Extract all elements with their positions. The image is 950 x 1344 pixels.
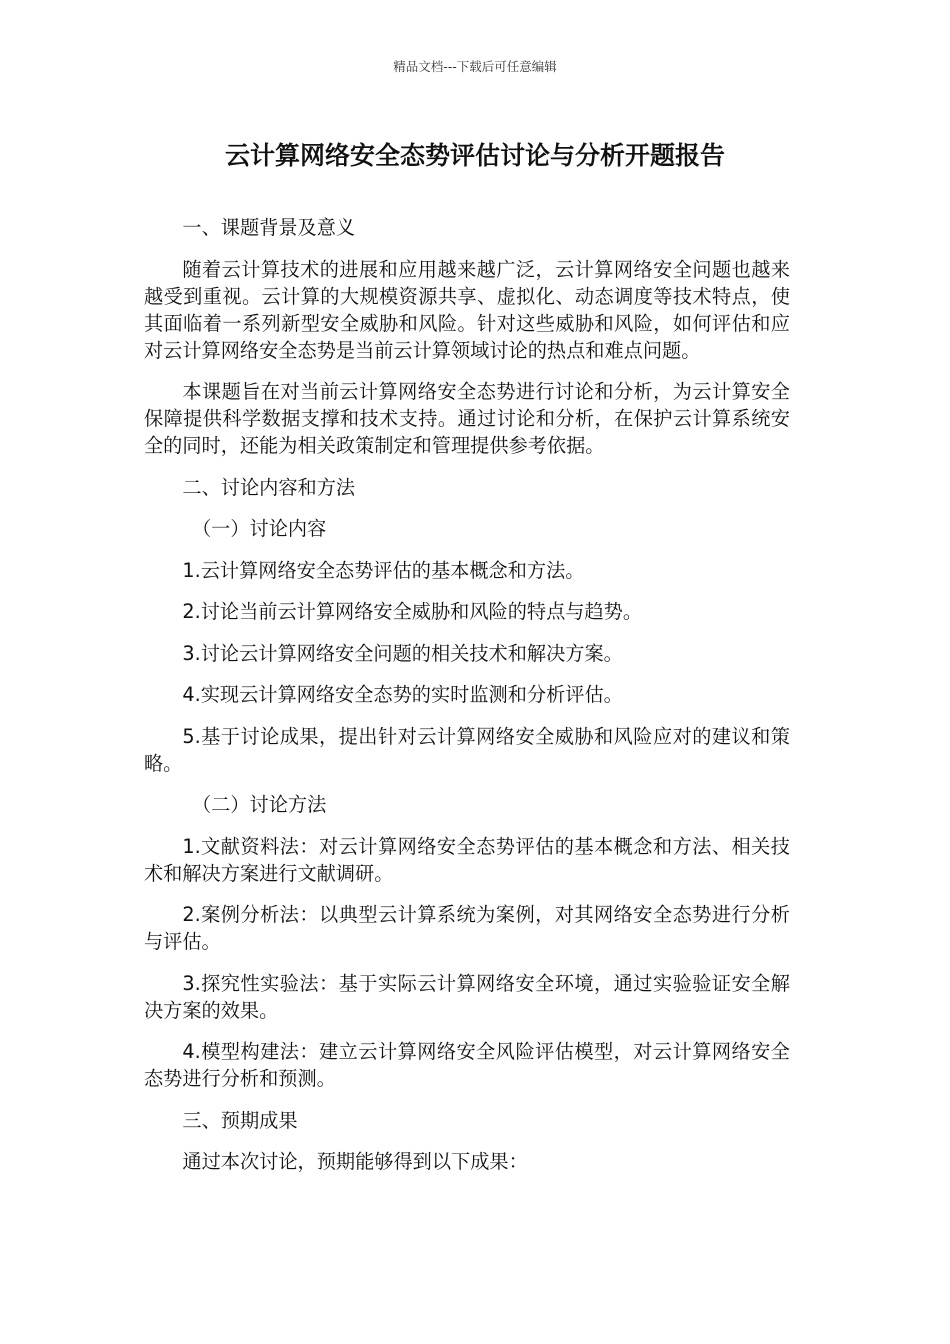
list-item-method-4: 4.模型构建法：建立云计算网络安全风险评估模型，对云计算网络安全态势进行分析和预测。 (144, 1040, 790, 1090)
paragraph-background-1: 随着云计算技术的进展和应用越来越广泛，云计算网络安全问题也越来越受到重视。云计算的大规模资源共享、虚拟化、动态调度等技术特点，使其面临着一系列新型安全威胁和风险。针对这些威胁和风险，如何评估和应对云计算网络安全态势是当前云计算领域讨论的热点和难点问题。 (144, 257, 790, 362)
list-item-content-4: 4.实现云计算网络安全态势的实时监测和分析评估。 (182, 683, 623, 706)
section-heading-background: 一、课题背景及意义 (182, 216, 356, 239)
list-item-content-2: 2.讨论当前云计算网络安全威胁和风险的特点与趋势。 (182, 600, 643, 623)
list-item-content-3: 3.讨论云计算网络安全问题的相关技术和解决方案。 (182, 641, 623, 665)
document-title: 云计算网络安全态势评估讨论与分析开题报告 (224, 141, 725, 170)
subheading-methods: （二）讨论方法 (192, 793, 327, 816)
list-item-method-2: 2.案例分析法：以典型云计算系统为案例，对其网络安全态势进行分析与评估。 (144, 903, 790, 953)
section-heading-expected-results: 三、预期成果 (182, 1108, 298, 1132)
subheading-content: （一）讨论内容 (192, 517, 327, 540)
section-heading-content-methods: 二、讨论内容和方法 (182, 475, 356, 499)
document-body (144, 214, 790, 1190)
paragraph-background-2: 本课题旨在对当前云计算网络安全态势进行讨论和分析，为云计算安全保障提供科学数据支撑和技术支持。通过讨论和分析，在保护云计算系统安全的同时，还能为相关政策制定和管理提供参考依据。 (144, 380, 790, 457)
list-item-content-5: 5.基于讨论成果，提出针对云计算网络安全威胁和风险应对的建议和策略。 (144, 724, 790, 775)
list-item-content-1: 1.云计算网络安全态势评估的基本概念和方法。 (182, 558, 585, 582)
page-header: 精品文档---下载后可任意编辑 (393, 59, 557, 74)
paragraph-expected-results: 通过本次讨论，预期能够得到以下成果： (182, 1150, 528, 1173)
list-item-method-1: 1.文献资料法：对云计算网络安全态势评估的基本概念和方法、相关技术和解决方案进行文献调研。 (144, 834, 790, 885)
list-item-method-3: 3.探究性实验法：基于实际云计算网络安全环境，通过实验验证安全解决方案的效果。 (144, 971, 790, 1022)
